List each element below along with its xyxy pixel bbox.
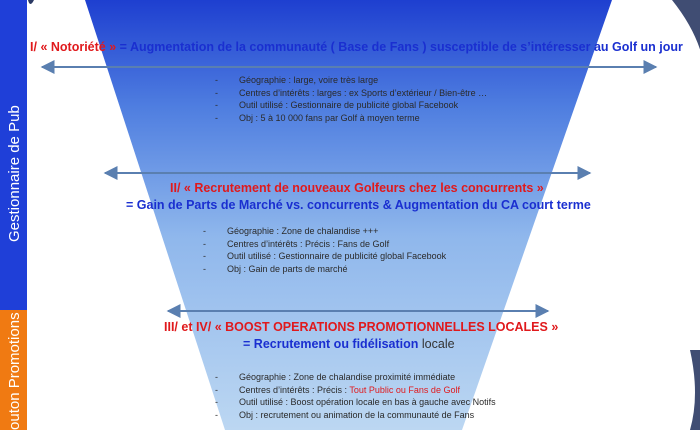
list-item: [203, 238, 446, 251]
list-item: [215, 384, 496, 397]
bullet-dash: -: [203, 251, 206, 261]
left-arc: [28, 0, 34, 4]
stage1-name: « Notoriété »: [40, 40, 117, 54]
funnel-shape: [85, 0, 612, 430]
sidebar-promotions-label: Bouton Promotions: [6, 312, 23, 440]
stage3-emph: Recrutement ou fidélisation: [253, 337, 419, 351]
bullet-text: Outil utilisé : Boost opération locale en bas à gauche avec Notifs: [239, 397, 496, 407]
bullet-text: Outil utilisé : Gestionnaire de publicité global Facebook: [227, 251, 447, 261]
bullet-dash: -: [215, 112, 218, 123]
list-item: [203, 225, 446, 238]
stage3-bullets: [215, 371, 496, 421]
bullet-text: Centres d’intérêts : Précis :: [239, 384, 348, 395]
bullet-text: Obj : 5 à 10 000 fans par Golf à moyen terme: [239, 112, 420, 123]
stage2-bullets: [203, 225, 446, 275]
bullet-dash: -: [215, 87, 218, 98]
right-arc-lower: [690, 350, 700, 430]
bullet-dash: -: [215, 100, 218, 110]
bullet-text: Outil utilisé : Gestionnaire de publicité global Facebook: [239, 100, 459, 110]
bullet-dash: -: [215, 372, 218, 382]
list-item: [215, 99, 487, 112]
bullet-dash: -: [215, 384, 218, 395]
sidebar-promotions: [0, 310, 27, 440]
stage2-line: = Gain de Parts de Marché vs. concurrents & Augmentation du CA court terme: [126, 198, 591, 212]
bullet-text: Géographie : large, voire très large: [239, 75, 379, 85]
stage3-number: III/ et IV/: [164, 320, 212, 334]
list-item: [203, 250, 446, 263]
stage3-name: « BOOST OPERATIONS PROMOTIONNELLES LOCALES »: [214, 320, 559, 334]
bullet-text: Obj : recrutement ou animation de la communauté de Fans: [239, 409, 475, 420]
sidebar-gestionnaire-label: Gestionnaire de Pub: [6, 105, 23, 242]
bullet-text: Obj : Gain de parts de marché: [227, 263, 348, 274]
stage3-heading: [164, 320, 558, 334]
stage1-line: = Augmentation de la communauté ( Base de Fans ) susceptible de s’intéresser au Golf un jour: [119, 40, 683, 54]
bullet-text: Géographie : Zone de chalandise +++: [227, 226, 379, 236]
bullet-highlight: Tout Public ou Fans de Golf: [349, 384, 460, 395]
bullet-dash: -: [203, 226, 206, 236]
stage3-line: [243, 337, 455, 351]
bullet-text: Géographie : Zone de chalandise proximité immédiate: [239, 372, 456, 382]
stage3-tail: locale: [421, 337, 455, 351]
bullet-text: Centres d’intérêts : Précis : Fans de Golf: [227, 238, 390, 249]
stage2-number: II/: [170, 181, 181, 195]
bullet-dash: -: [215, 75, 218, 85]
bullet-dash: -: [203, 263, 206, 274]
bullet-dash: -: [203, 238, 206, 249]
list-item: [203, 263, 446, 276]
list-item: [215, 371, 496, 384]
stage1-heading: [30, 40, 683, 54]
list-item: [215, 74, 487, 87]
sidebar-gestionnaire: [0, 0, 27, 310]
list-item: [215, 87, 487, 100]
bullet-dash: -: [215, 409, 218, 420]
list-item: [215, 396, 496, 409]
list-item: [215, 112, 487, 125]
list-item: [215, 409, 496, 422]
stage2-name: « Recrutement de nouveaux Golfeurs chez les concurrents »: [183, 181, 544, 195]
bullet-text: Centres d’intérêts : larges : ex Sports d’extérieur / Bien-être …: [239, 87, 488, 98]
stage3-eq: =: [243, 337, 251, 351]
bullet-dash: -: [215, 397, 218, 407]
stage1-number: I/: [30, 40, 37, 54]
stage2-heading: [170, 181, 544, 195]
right-arc: [672, 0, 700, 120]
stage1-bullets: [215, 74, 487, 124]
